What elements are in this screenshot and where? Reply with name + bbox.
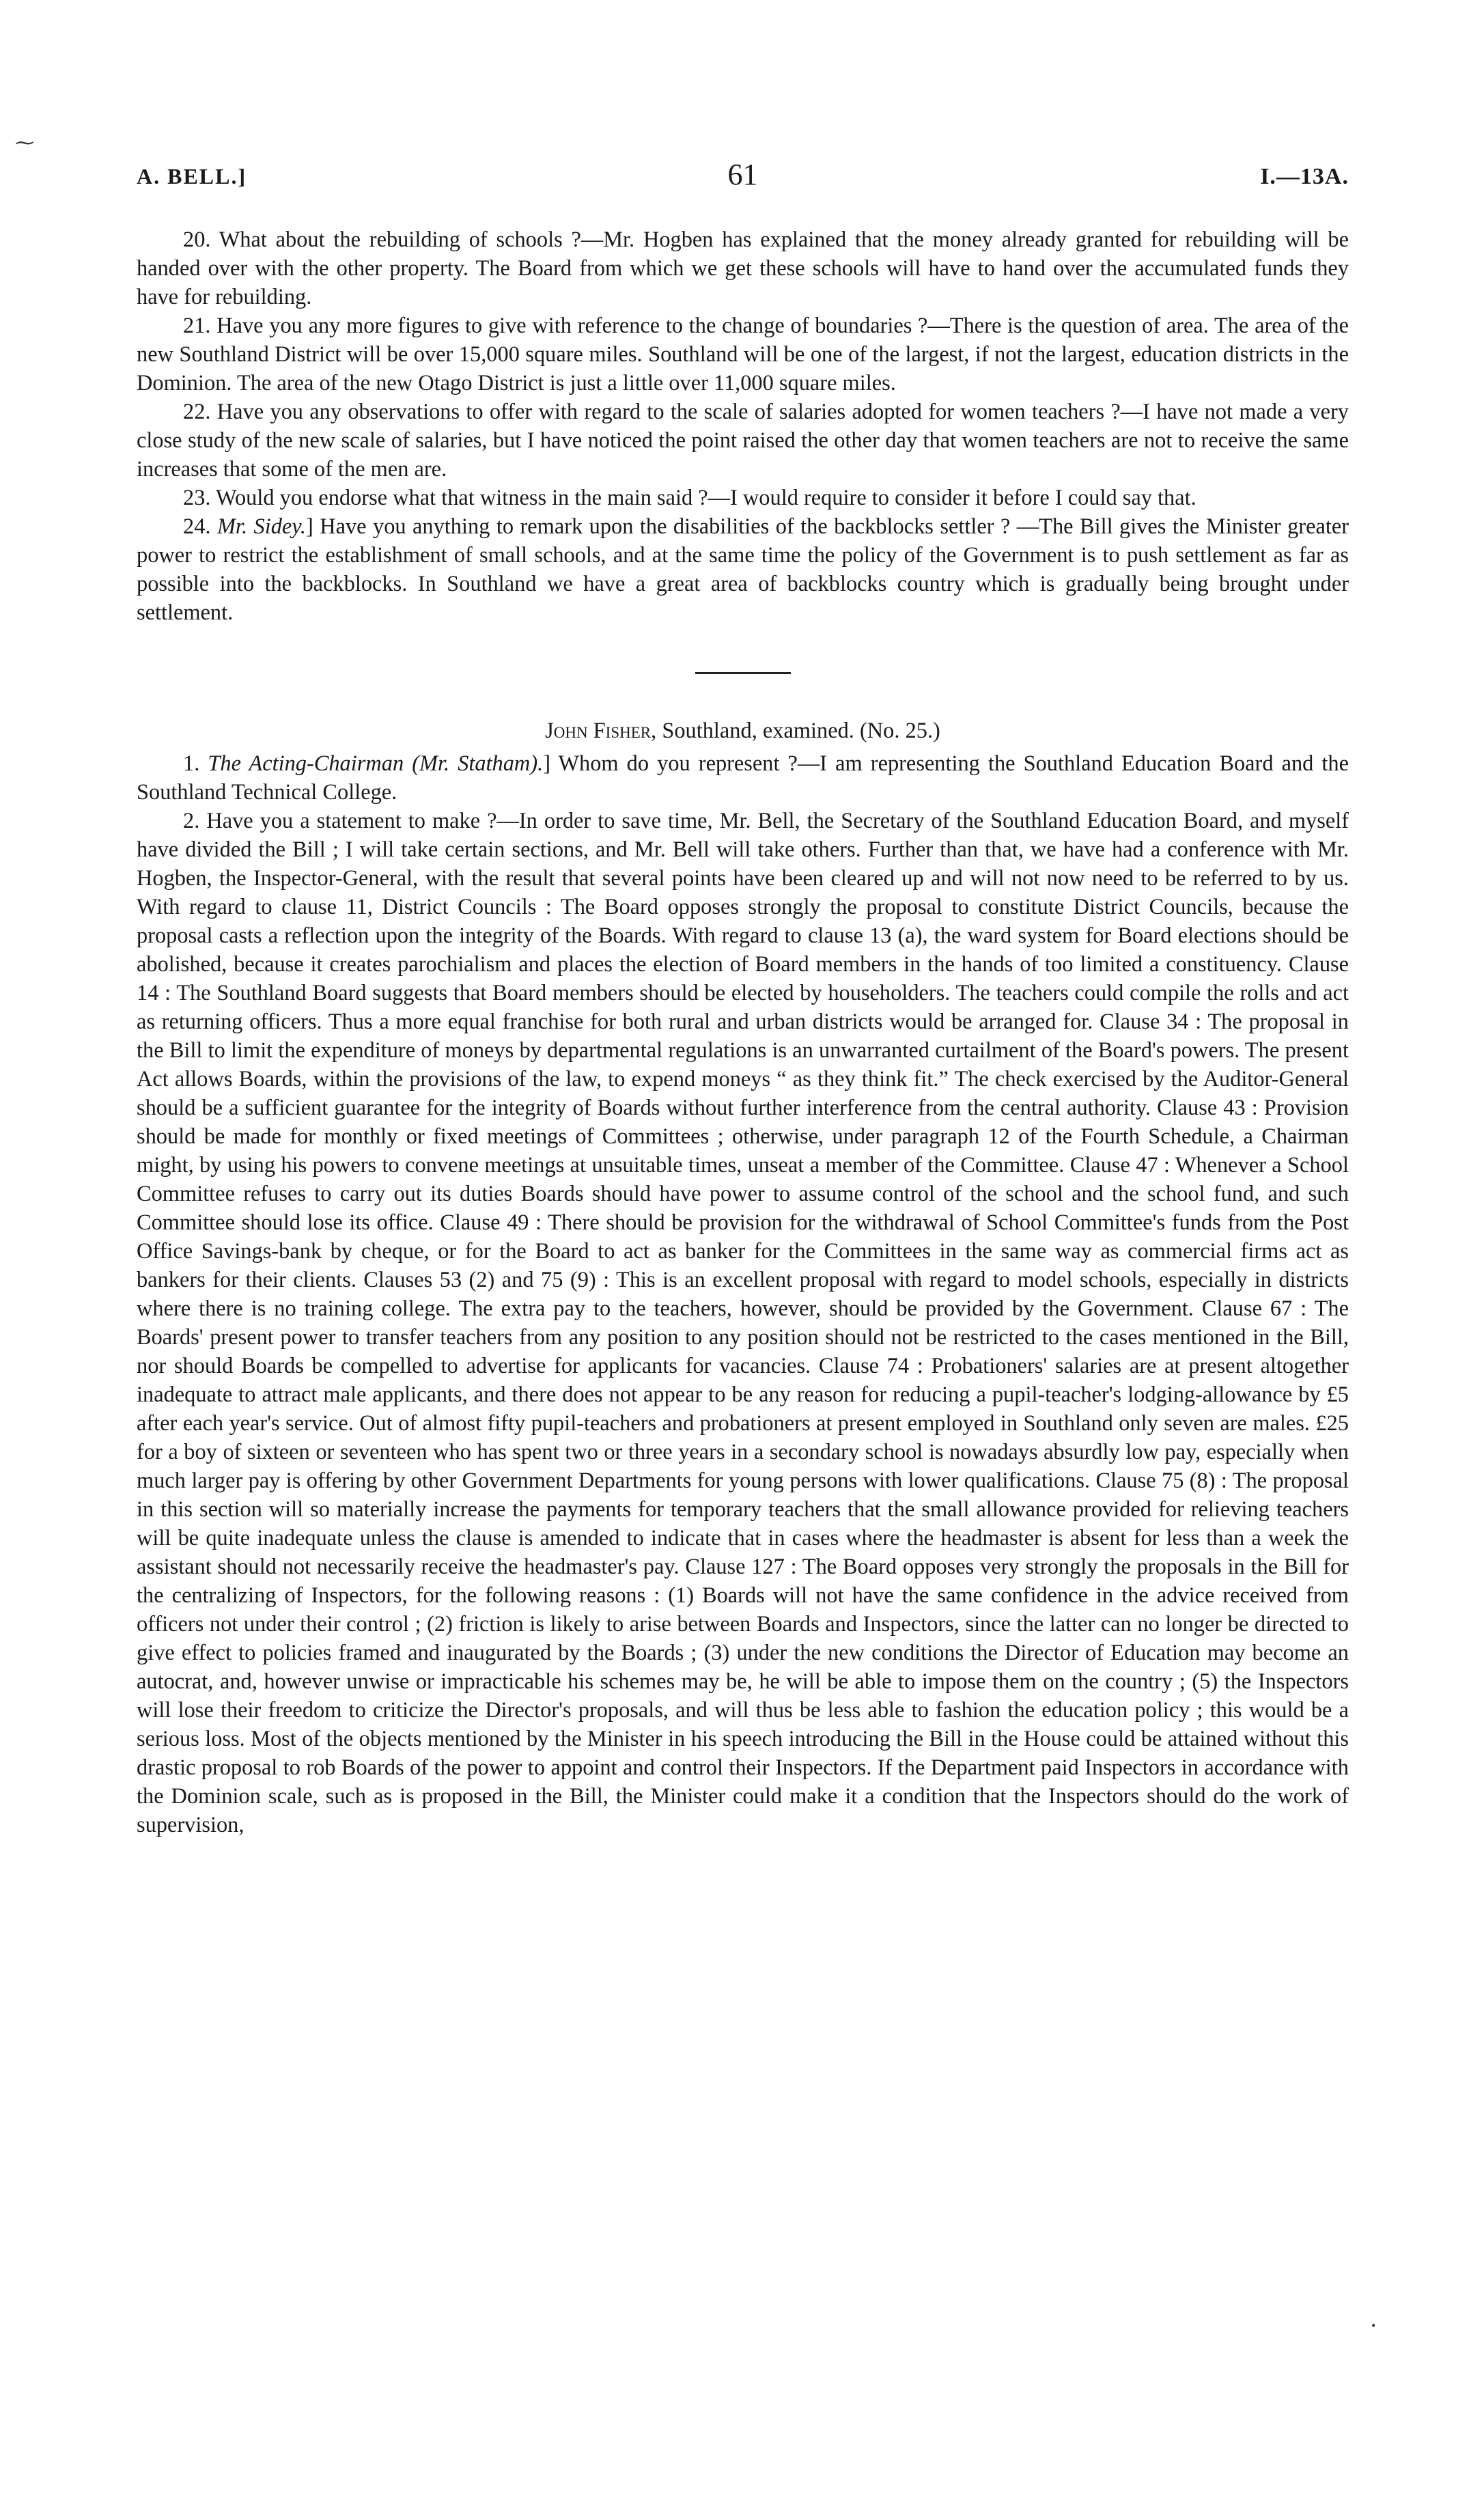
speaker-name: The Acting-Chairman (Mr. Statham). [208, 751, 544, 776]
page-number: 61 [727, 158, 758, 191]
question-number: 1. [183, 751, 208, 776]
paragraph-q24 [137, 512, 1349, 627]
paragraph-q21: 21. Have you any more figures to give with reference to the change of boundaries ?—There is the question of area. The area of the new Southland District will be over 15,000 square miles. Southland will be one of the largest, if not the largest, education districts in the Dominion. The area of the new Otago District is just a little over 11,000 square miles. [137, 314, 1349, 395]
paragraph-q20: 20. What about the rebuilding of schools ?—Mr. Hogben has explained that the money already granted for rebuilding will be handed over with the other property. The Board from which we get these schools will have to hand over the accumulated funds they have for rebuilding. [137, 227, 1349, 309]
paragraph-f2: 2. Have you a statement to make ?—In order to save time, Mr. Bell, the Secretary of the Southland Education Board, and myself have divided the Bill ; I will take certain sections, and Mr. Bell will take others. Further than that, we have had a conference with Mr. Hogben, the Inspector-General, with the result that several points have been cleared up and will not now need to be referred to by us. With regard to clause 11, District Councils : The Board opposes strongly the proposal to constitute District Councils, because the proposal casts a reflection upon the integrity of the Boards. With regard to clause 13 (a), the ward system for Board elections should be abolished, because it creates parochialism and places the election of Board members in the hands of too limited a constituency. Clause 14 : The Southland Board suggests that Board members should be elected by householders. The teachers could compile the rolls and act as returning officers. Thus a more equal franchise for both rural and urban districts would be arranged for. Clause 34 : The proposal in the Bill to limit the expenditure of moneys by departmental regulations is an unwarranted curtailment of the Board's powers. The present Act allows Boards, within the provisions of the law, to expend moneys “ as they think fit.” The check exercised by the Auditor-General should be a sufficient guarantee for the integrity of Boards without further interference from the central authority. Clause 43 : Provision should be made for monthly or fixed meetings of Committees ; otherwise, under paragraph 12 of the Fourth Schedule, a Chairman might, by using his powers to convene meetings at unsuitable times, unseat a member of the Committee. Clause 47 : Whenever a School Committee refuses to carry out its duties Boards should have power to assume control of the school and the school fund, and such Committee should lose its office. Clause 49 : There should be provision for the withdrawal of School Committee's funds from the Post Office Savings-bank by cheque, or for the Board to act as banker for the Committees in the same way as commercial firms act as bankers for their clients. Clauses 53 (2) and 75 (9) : This is an excellent proposal with regard to model schools, especially in districts where there is no training college. The extra pay to the teachers, however, should be provided by the Government. Clause 67 : The Boards' present power to transfer teachers from any position to any position should not be restricted to the cases mentioned in the Bill, nor should Boards be compelled to advertise for applicants for vacancies. Clause 74 : Probationers' salaries are at present altogether inadequate to attract male applicants, and there does not appear to be any reason for reducing a pupil-teacher's lodging-allowance by £5 after each year's service. Out of almost fifty pupil-teachers and probationers at present employed in Southland only seven are males. £25 for a boy of sixteen or seventeen who has spent two or three years in a secondary school is nowadays absurdly low pay, especially when much larger pay is offering by other Government Departments for young persons with lower qualifications. Clause 75 (8) : The proposal in this section will so materially increase the payments for temporary teachers that the small allowance provided for relieving teachers will be quite inadequate unless the clause is amended to indicate that in cases where the headmaster is absent for less than a week the assistant should not necessarily receive the headmaster's pay. Clause 127 : The Board opposes very strongly the proposals in the Bill for the centralizing of Inspectors, for the following reasons : (1) Boards will not have the same confidence in the advice received from officers not under their control ; (2) friction is likely to arise between Boards and Inspectors, since the latter can no longer be directed to give effect to policies framed and inaugurated by the Boards ; (3) under the new conditions the Director of Education may become an autocrat, and, however unwise or impracticable his schemes may be, he will be able to impose them on the country ; (5) the Inspectors will lose their freedom to criticize the Director's proposals, and will thus be less able to fashion the education policy ; this would be a serious loss. Most of the objects mentioned by the Minister in his speech introducing the Bill in the House could be attained without this drastic proposal to rob Boards of the power to appoint and control their Inspectors. If the Department paid Inspectors in accordance with the Dominion scale, such as is proposed in the Bill, the Minister could make it a condition that the Inspectors should do the work of supervision, [137, 809, 1349, 1837]
section-divider [695, 672, 791, 674]
document-reference: I.—13A. [1260, 164, 1349, 189]
margin-mark: ⁓ [15, 133, 34, 154]
body-text [137, 225, 1349, 1839]
paragraph-q22: 22. Have you any observations to offer with regard to the scale of salaries adopted for women teachers ?—I have not made a very close study of the new scale of salaries, but I have noticed the point raised the other day that women teachers are not to receive the same increases that some of the men are. [137, 400, 1349, 482]
document-page [137, 0, 1349, 2493]
question-number: 24. [183, 514, 217, 539]
header-witness-ref: A. BELL.] [137, 164, 247, 189]
witness-details: , Southland, examined. (No. 25.) [651, 719, 940, 743]
paragraph-f1 [137, 749, 1349, 807]
witness-heading [137, 716, 1349, 745]
margin-dot: • [1371, 2319, 1376, 2332]
witness-name: John Fisher [545, 719, 652, 743]
page-header [137, 158, 1349, 205]
question-text: ] Have you anything to remark upon the disabilities of the backblocks settler ? —The Bill gives the Minister greater power to restrict the establishment of small schools, and at the same time the policy of the Government is to push settlement as far as possible into the backblocks. In Southland we have a great area of backblocks country which is gradually being brought under settlement. [137, 514, 1349, 625]
question-text: ] Whom do you represent ?—I am representing the Southland Education Board and the Southland Technical College. [137, 751, 1349, 805]
paragraph-q23: 23. Would you endorse what that witness in the main said ?—I would require to consider it before I could say that. [183, 486, 1196, 510]
speaker-name: Mr. Sidey. [216, 514, 306, 539]
